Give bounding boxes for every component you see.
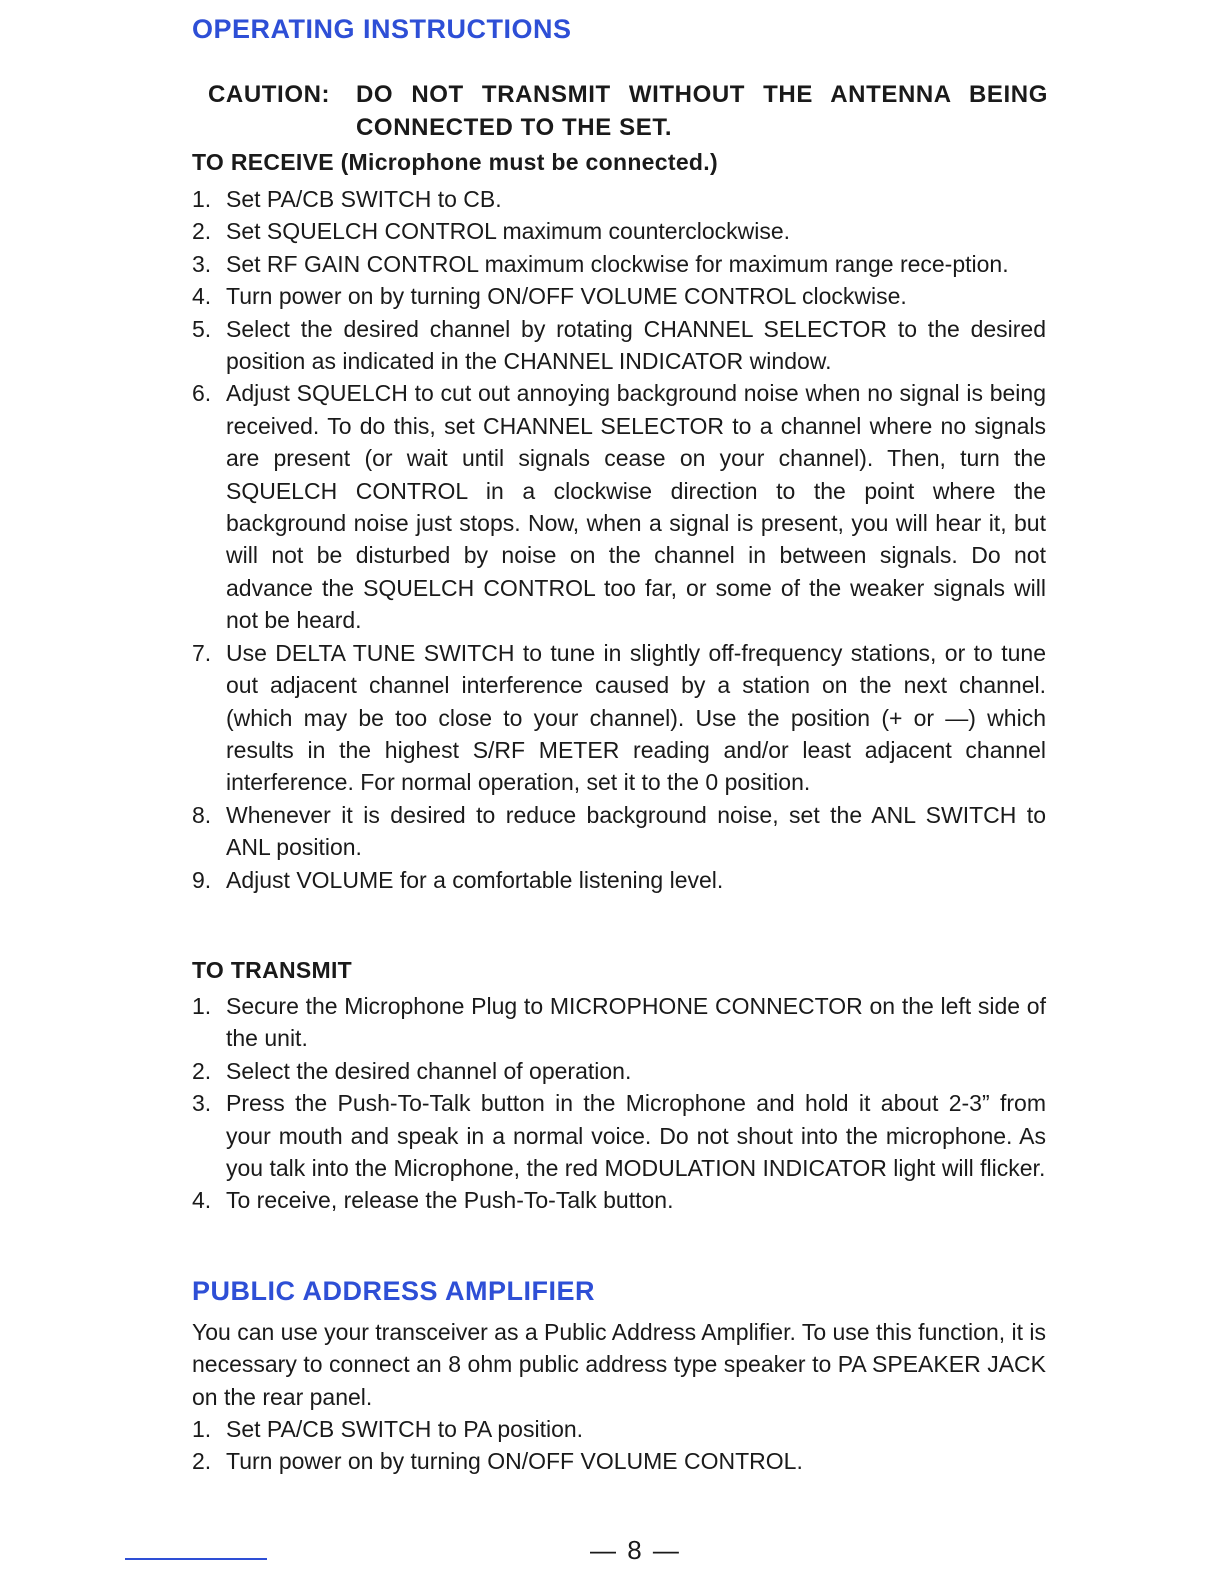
page-number: — 8 — (590, 1535, 681, 1565)
list-item (192, 215, 1046, 247)
list-item (192, 248, 1046, 280)
step-text: Press the Push-To-Talk button in the Microphone and hold it about 2-3” from your mouth and speak in a normal voice. Do not shout into the microphone. As you talk into the Microphone, the red MODULATION INDICATOR light will flicker. (226, 1090, 1046, 1182)
list-item (192, 1184, 1046, 1216)
heading-to-receive (192, 149, 718, 176)
list-item (192, 990, 1046, 1055)
step-text: Turn power on by turning ON/OFF VOLUME CONTROL. (226, 1448, 803, 1475)
step-text: To receive, release the Push-To-Talk button. (226, 1187, 674, 1214)
list-item (192, 1413, 1046, 1445)
step-number: 2. (192, 1448, 212, 1475)
list-item (192, 799, 1046, 864)
step-number: 8. (192, 801, 212, 828)
heading-operating-instructions: OPERATING INSTRUCTIONS (192, 14, 572, 44)
caution-block (208, 78, 1048, 144)
step-number: 2. (192, 218, 212, 245)
step-number: 3. (192, 250, 212, 277)
step-text: Set PA/CB SWITCH to CB. (226, 186, 502, 212)
step-text: Set SQUELCH CONTROL maximum counterclockwise. (226, 218, 791, 245)
step-text: Set PA/CB SWITCH to PA position. (226, 1416, 584, 1442)
step-number: 4. (192, 283, 212, 310)
pa-steps (192, 1413, 1046, 1478)
step-text: Adjust SQUELCH to cut out annoying background noise when no signal is being received. To do this, set CHANNEL SELECTOR to a channel where no signals are present (or wait until signals cease on your channel). Then, turn the SQUELCH CONTROL in a clockwise direction to the point where the background noise just stops. Now, when a signal is present, you will hear it, but will not be disturbed by noise on the channel in between signals. Do not advance the SQUELCH CONTROL too far, or some of the weaker signals will not be heard. (226, 380, 1046, 634)
step-text: Turn power on by turning ON/OFF VOLUME CONTROL clockwise. (226, 283, 907, 310)
receive-title: TO RECEIVE (192, 149, 334, 175)
caution-text: DO NOT TRANSMIT WITHOUT THE ANTENNA BEING CONNECTED TO THE SET. (356, 81, 1048, 141)
step-text: Secure the Microphone Plug to MICROPHONE CONNECTOR on the left side of the unit. (226, 993, 1046, 1052)
step-number: 1. (192, 186, 212, 212)
caution-label: CAUTION: (208, 81, 331, 108)
transmit-steps (192, 990, 1046, 1217)
list-item (192, 864, 1046, 896)
step-text: Use DELTA TUNE SWITCH to tune in slightly off-frequency stations, or to tune out adjacent channel interference caused by a station on the next channel. (which may be too close to your channel). Use the position (+ or —) which results in the highest S/RF METER reading and/or least adjacent channel interference. For normal operation, set it to the 0 position. (226, 639, 1046, 796)
step-text: Select the desired channel of operation. (226, 1057, 632, 1084)
step-number: 9. (192, 866, 212, 893)
list-item (192, 1445, 1046, 1477)
list-item (192, 377, 1046, 636)
step-number: 1. (192, 993, 212, 1019)
list-item (192, 280, 1046, 312)
step-number: 5. (192, 315, 212, 342)
step-text: Select the desired channel by rotating CHANNEL SELECTOR to the desired position as indicated in the CHANNEL INDICATOR window. (226, 315, 1046, 375)
list-item (192, 313, 1046, 378)
heading-to-transmit: TO TRANSMIT (192, 957, 353, 983)
step-text: Adjust VOLUME for a comfortable listening level. (226, 866, 724, 893)
pa-intro: You can use your transceiver as a Public Address Amplifier. To use this function, it is necessary to connect an 8 ohm public address type speaker to PA SPEAKER JACK on the rear panel. (192, 1319, 1047, 1410)
step-text: Whenever it is desired to reduce background noise, set the ANL SWITCH to ANL position. (226, 801, 1046, 861)
list-item (192, 183, 1046, 215)
step-text: Set RF GAIN CONTROL maximum clockwise for maximum range rece-ption. (226, 250, 1009, 277)
list-item (192, 637, 1046, 799)
receive-note: (Microphone must be connected.) (340, 149, 718, 175)
step-number: 1. (192, 1416, 212, 1442)
step-number: 4. (192, 1187, 212, 1214)
step-number: 2. (192, 1057, 212, 1084)
heading-public-address-amplifier: PUBLIC ADDRESS AMPLIFIER (192, 1276, 596, 1306)
receive-steps (192, 183, 1046, 896)
list-item (192, 1055, 1046, 1087)
step-number: 6. (192, 380, 212, 407)
footer-rule (125, 1558, 267, 1560)
list-item (192, 1087, 1046, 1184)
step-number: 3. (192, 1090, 212, 1117)
step-number: 7. (192, 639, 212, 666)
